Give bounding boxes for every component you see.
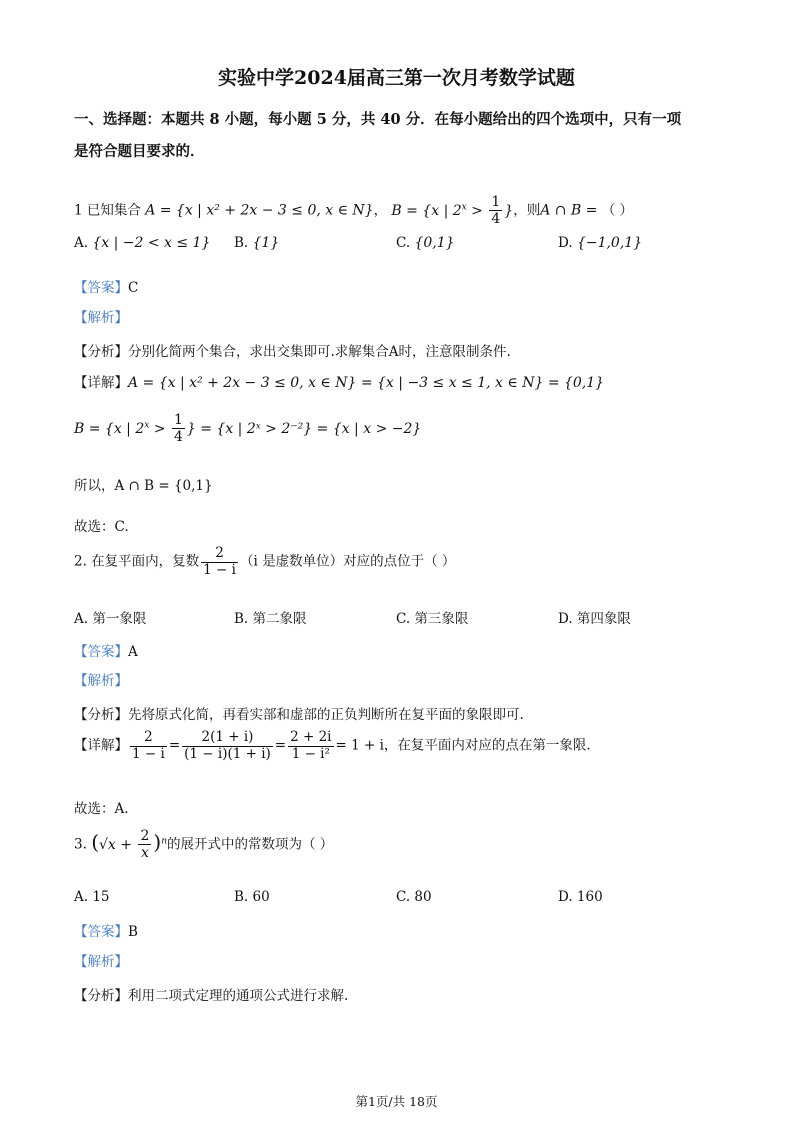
q3-answer: 【答案】B	[74, 924, 138, 940]
q3-option-c: C. 80	[396, 889, 432, 905]
q1-option-d: D. {−1,0,1}	[558, 235, 643, 251]
q3-option-a: A. 15	[74, 889, 110, 905]
q2-option-d: D. 第四象限	[558, 611, 631, 627]
q1-paren: （ ）	[601, 202, 634, 219]
q1-option-b: B. {1}	[234, 235, 280, 251]
q1-detail-2: B = {x | $2^x$ > $\frac{1}{4}$ } = {x | 2ˣ > 2⁻²} = {x | x > −2}	[74, 412, 422, 446]
q2-choose: 故选：A.	[74, 801, 129, 817]
q1-detail-1: 【详解】A = {x | x² + 2x − 3 ≤ 0, x ∈ N} = {x | −3 ≤ x ≤ 1, x ∈ N} = {0,1}	[74, 375, 605, 391]
q1-stem	[74, 194, 633, 227]
q1-analysis-label: 【解析】	[74, 310, 128, 326]
section-heading-line1: 一、选择题：本题共 8 小题，每小题 5 分，共 40 分．在每小题给出的四个选项中，只有一项	[74, 111, 682, 128]
q2-stem: 2. 在复平面内，复数 $\frac{2}{1 - i}$ （i 是虚数单位）对应的点位于（ ）	[74, 545, 456, 578]
q3-option-d: D. 160	[558, 889, 603, 905]
q1-then: ，则	[513, 202, 541, 219]
q2-option-b: B. 第二象限	[234, 611, 307, 627]
q1-option-c: C. {0,1}	[396, 235, 455, 251]
q1-fenxi: 【分析】分别化简两个集合，求出交集即可.求解集合A时，注意限制条件.	[74, 344, 511, 360]
q1-set-a: A = {x | x² + 2x − 3 ≤ 0, x ∈ N}	[145, 202, 374, 219]
q2-option-a: A. 第一象限	[74, 611, 147, 627]
section-heading-line2: 是符合题目要求的．	[74, 143, 205, 160]
q2-fenxi: 【分析】先将原式化简，再看实部和虚部的正负判断所在复平面的象限即可.	[74, 707, 524, 723]
q1-answer: 【答案】C	[74, 280, 139, 296]
q2-analysis-label: 【解析】	[74, 673, 128, 689]
q2-detail: 【详解】 $\frac{2}{1 - i}$ = $\frac{2(1 + i)}{(1 - i)(1 + i)}$ = $\frac{2 + 2i}{\text{1 − i²}}$ = 1 + i，在复平面内对应的点在第一象限.	[74, 729, 591, 762]
q3-stem: 3. (√x + $\frac{2}{x}$ )$^n$的展开式中的常数项为（ ）	[74, 828, 334, 862]
q2-option-c: C. 第三象限	[396, 611, 469, 627]
q1-prefix: 1 已知集合	[74, 202, 141, 219]
q1-target: A ∩ B =	[540, 202, 598, 219]
q3-fenxi: 【分析】利用二项式定理的通项公式进行求解.	[74, 988, 349, 1004]
q2-answer: 【答案】A	[74, 644, 138, 660]
q1-comma: ，	[373, 202, 388, 219]
page-title: 实验中学2024届高三第一次月考数学试题	[218, 67, 575, 89]
page-footer: 第1页/共 18页	[355, 1094, 438, 1109]
q3-option-b: B. 60	[234, 889, 270, 905]
q1-choose: 故选：C.	[74, 519, 129, 535]
q1-option-a: A. {x | −2 < x ≤ 1}	[74, 235, 211, 251]
q3-analysis-label: 【解析】	[74, 954, 128, 970]
q1-set-b: B = {x | $2^x$ > $\frac{1}{4}$ }	[391, 194, 514, 228]
q1-conclusion: 所以，A ∩ B = {0,1}	[74, 478, 213, 494]
